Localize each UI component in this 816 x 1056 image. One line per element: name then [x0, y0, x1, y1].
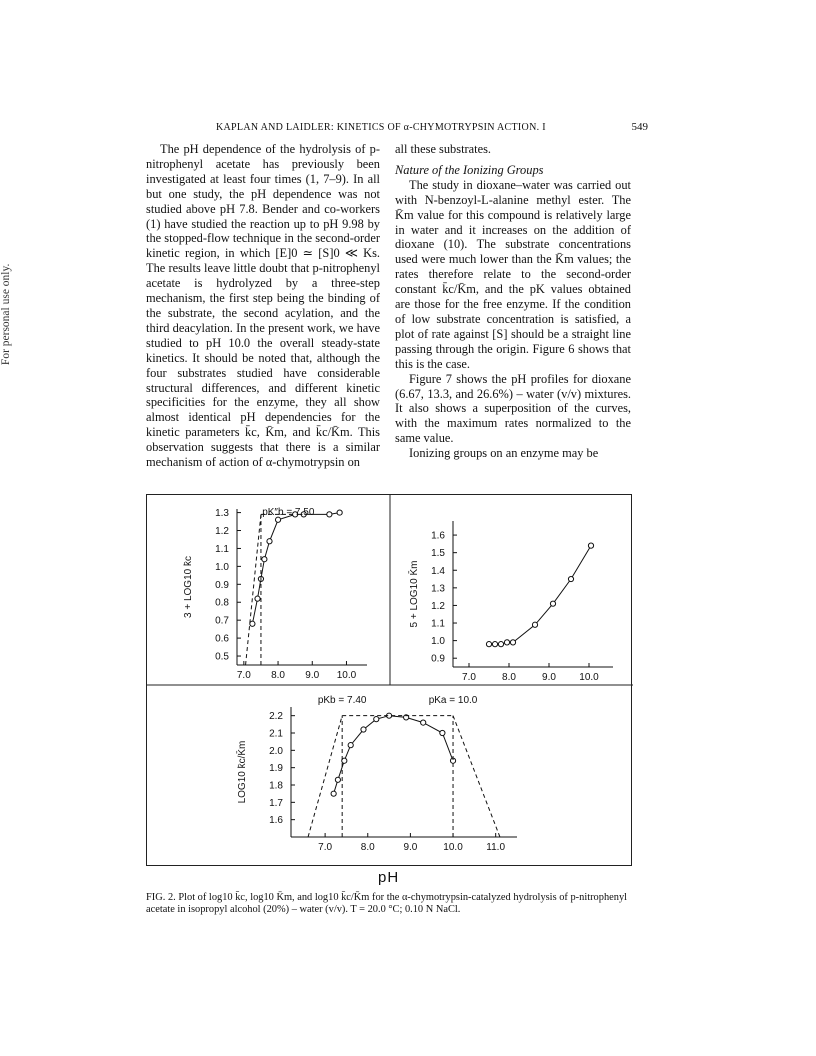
figure-2-plots: [147, 495, 633, 867]
right-column: [395, 142, 631, 461]
data-point: [267, 539, 272, 544]
y-tick-label: 0.7: [215, 615, 229, 627]
left-column: [146, 142, 380, 470]
paragraph-dioxane: The study in dioxane–water was carried out with N-benzoyl-L-alanine methyl ester. The K̄m value for this compound is relatively large in water and it increases on the addition of dioxane (10). The substrate concentrations used were much lower than the K̄m values; the rates therefore relate to the second-order constant k̄c/K̄m, and the pK values obtained are those for the free enzyme. If the condition of low substrate concentration is satisfied, a plot of rate against [S] should be a straight line passing through the origin. Figure 6 shows that this is the case.: [395, 177, 631, 371]
pka-annotation: pKa = 10.0: [428, 695, 478, 706]
x-tick-label: 8.0: [360, 842, 375, 853]
y-tick-label: 1.2: [215, 526, 229, 538]
data-point: [492, 642, 497, 647]
data-point: [510, 640, 515, 645]
data-point: [337, 510, 342, 515]
data-point: [361, 727, 366, 732]
x-tick-label: 7.0: [318, 842, 333, 853]
data-point: [255, 596, 260, 601]
download-stamp-line2: For personal use only.: [0, 263, 12, 366]
y-tick-label: 0.5: [215, 651, 229, 663]
y-tick-label: 1.0: [431, 636, 445, 648]
data-point: [327, 512, 332, 517]
x-tick-label: 9.0: [403, 842, 418, 853]
data-point: [374, 717, 379, 722]
y-tick-label: 1.4: [431, 565, 445, 577]
y-tick-label: 1.1: [215, 543, 229, 555]
x-axis-label: pH: [378, 869, 400, 886]
fit-curve: [334, 716, 453, 794]
pk-annotation: pK″b = 7.50: [262, 507, 315, 518]
data-point: [550, 601, 555, 606]
y-tick-label: 1.0: [215, 561, 229, 573]
data-point: [262, 557, 267, 562]
y-tick-label: 1.3: [431, 583, 445, 595]
data-point: [335, 777, 340, 782]
y-tick-label: 0.9: [431, 653, 445, 665]
data-point: [532, 622, 537, 627]
data-point: [440, 730, 445, 735]
figure-2: [146, 494, 632, 866]
paragraph-figure7: Figure 7 shows the pH profiles for dioxane (6.67, 13.3, and 26.6%) – water (v/v) mixtures. It also shows a superposition of the curves, with the maximum rates normalized to the same value.: [395, 371, 631, 446]
data-point: [588, 543, 593, 548]
x-tick-label: 8.0: [502, 672, 516, 683]
page-number: 549: [631, 121, 648, 133]
x-tick-label: 10.0: [336, 670, 357, 681]
paragraph-ph-dependence: The pH dependence of the hydrolysis of p-nitrophenyl acetate has previously been investigated at least four times (1, 7–9). In all but one study, the pH dependence was not studied above pH 7.8. Bender and co-workers (1) have studied the reaction up to pH 9.98 by the stopped-flow technique in the second-order kinetic region, in which [E]0 ≃ [S]0 ≪ Ks. The results leave little doubt that p-nitrophenyl acetate is hydrolyzed by a three-step mechanism, the first step being the binding of the substrate, the second acylation, and the third deacylation. In the present work, we have studied to pH 10.0 the overall steady-state kinetics. It should be noted that, although the four substrates studied have considerable structural differences, and different kinetic specificities for the enzyme, they all show almost identical pH dependencies for the kinetic parameters k̄c, K̄m, and k̄c/K̄m. This observation suggests that there is a similar mechanism of action of α-chymotrypsin on: [146, 142, 380, 470]
x-tick-label: 7.0: [462, 672, 476, 683]
data-point: [421, 720, 426, 725]
data-point: [504, 640, 509, 645]
data-point: [331, 791, 336, 796]
section-heading: Nature of the Ionizing Groups: [395, 162, 544, 177]
x-tick-label: 9.0: [305, 670, 320, 681]
x-tick-label: 8.0: [271, 670, 286, 681]
y-axis-label: 3 + LOG10 k̄c: [183, 556, 194, 618]
x-tick-label: 10.0: [443, 842, 463, 853]
fit-curve: [252, 513, 339, 624]
running-header: [216, 122, 648, 133]
download-stamp: [0, 69, 14, 560]
y-tick-label: 2.2: [269, 711, 283, 723]
y-tick-label: 0.6: [215, 633, 229, 645]
y-tick-label: 1.9: [269, 763, 283, 775]
paragraph-ionizing: Ionizing groups on an enzyme may be: [409, 446, 599, 461]
y-axis-label: 5 + LOG10 K̄m: [409, 560, 420, 628]
slope-dashed-line: [308, 716, 342, 837]
data-point: [568, 576, 573, 581]
data-point: [348, 743, 353, 748]
y-tick-label: 0.9: [215, 579, 229, 591]
y-tick-label: 2.0: [269, 745, 283, 757]
fit-curve: [489, 546, 591, 645]
x-tick-label: 7.0: [236, 670, 251, 681]
x-tick-label: 11.0: [486, 842, 506, 853]
y-tick-label: 1.2: [431, 600, 445, 612]
header-title: KAPLAN AND LAIDLER: KINETICS OF α-CHYMOTRYPSIN ACTION. I: [216, 122, 546, 133]
y-axis-label: LOG10 k̄c/K̄m: [237, 740, 248, 804]
paragraph-continuation: all these substrates.: [395, 142, 492, 156]
y-tick-label: 1.3: [215, 508, 229, 520]
slope-dashed-line: [453, 716, 500, 837]
data-point: [486, 642, 491, 647]
x-tick-label: 9.0: [542, 672, 556, 683]
figure-caption: FIG. 2. Plot of log10 k̄c, log10 K̄m, and log10 k̄c/K̄m for the α-chymotrypsin-catalyzed hydrolysis of p-nitrophenyl acetate in isopropyl alcohol (20%) – water (v/v). T = 20.0 °C; 0.10 N NaCl.: [146, 892, 628, 915]
y-tick-label: 1.8: [269, 780, 283, 792]
data-point: [250, 621, 255, 626]
y-tick-label: 1.6: [431, 530, 445, 542]
x-tick-label: 10.0: [579, 672, 599, 683]
y-tick-label: 0.8: [215, 597, 229, 609]
y-tick-label: 1.7: [269, 797, 283, 809]
y-tick-label: 1.5: [431, 548, 445, 560]
y-tick-label: 2.1: [269, 728, 283, 740]
y-tick-label: 1.6: [269, 815, 283, 827]
data-point: [498, 642, 503, 647]
pkb-annotation: pKb = 7.40: [317, 695, 367, 706]
y-tick-label: 1.1: [431, 618, 445, 630]
